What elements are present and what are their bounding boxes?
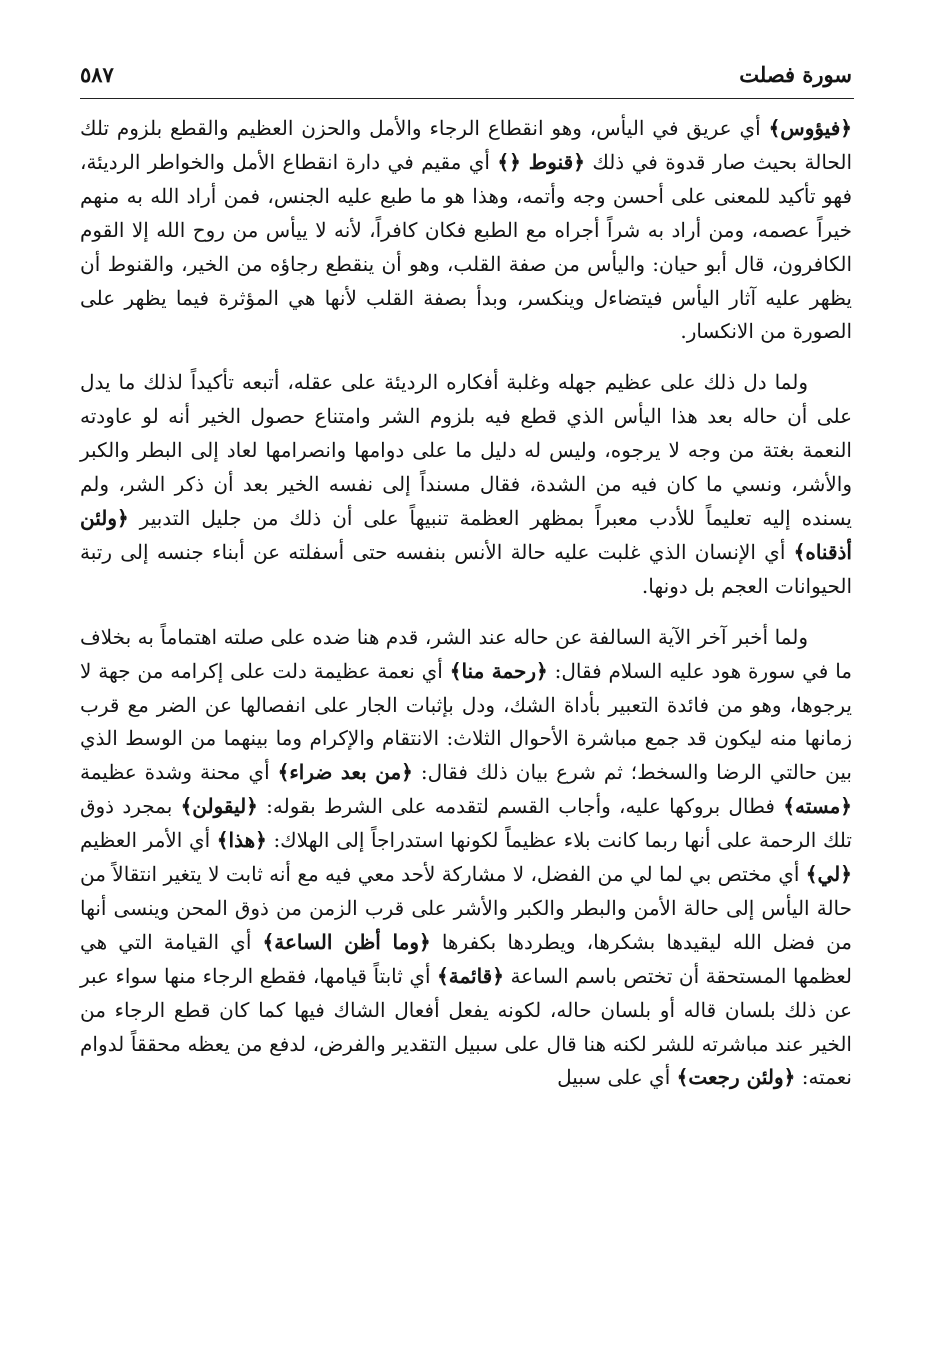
- quran-quote: ﴿لي﴾: [805, 862, 852, 887]
- commentary-text: أي مقيم في دارة انقطاع الأمل والخواطر الرديئة، فهو تأكيد للمعنى على أحسن وجه وأتمه، وهذا هو ما طبع عليه الجنس، فمن أراد الله به منهم خيراً عصمه، ومن أراد به شراً أجراه مع الطبع فكان كافراً، لأنه لا ييأس من روح الله إلا القوم الكافرون، قال أبو حيان: واليأس من صفة القلب، وهو أن ينقطع رجاؤه من الخير، والقنوط أن يظهر عليه آثار اليأس فيتضاءل وينكسر، وبدأ بصفة القلب لأنها هي المؤثرة فيما يظهر على الصورة من الانكسار.: [80, 149, 852, 344]
- quran-quote: ﴿قائمة﴾: [437, 963, 504, 988]
- commentary-text: أي نعمة عظيمة دلت على إكرامه من جهة لا يرجوها، وهو من فائدة التعبير بأداة الشك، ودل بإثبات الجار على انفصالها عن الضر مع قرب زمانها منه ليكون قد جمع مباشرة الأحوال الثلاث: الانتقام والإكرام وما بينهما من الوسط الذي بين حالتي الرضا والسخط؛ ثم شرع بيان ذلك فقال:: [80, 658, 852, 785]
- quran-quote: ﴿من بعد ضراء﴾: [277, 760, 413, 785]
- commentary-text: أي القيامة التي هي لعظمها المستحقة أن تختص باسم الساعة: [80, 929, 852, 988]
- quran-quote: ﴿وما أظن الساعة﴾: [262, 929, 431, 954]
- page-number: ٥٨٧: [80, 62, 114, 87]
- commentary-text: بمجرد ذوق تلك الرحمة على أنها ربما كانت بلاء عظيماً لكونها استدراجاً إلى الهلاك:: [80, 794, 852, 853]
- page-header: [80, 58, 852, 96]
- commentary-text: أي مختص بي لما لي من الفضل، لا مشاركة لأحد معي فيه مع أنه ثابت لا يتغير انتقالاً من حالة اليأس إلى حالة الأمن والبطر والكبر والأشر على قرب الزمن من ذوق المحن وينسى أنها من فضل الله ليقيدها بشكرها، ويطردها بكفرها: [80, 862, 853, 954]
- commentary-text: ولما دل ذلك على عظيم جهله وغلبة أفكاره الرديئة على عقله، أتبعه تأكيداً لذلك ما يدل على أن حاله بعد هذا اليأس الذي قطع فيه بلزوم الشر وامتناع حصول الخير أنه لو عاودته النعمة بغتة من وجه لا يرجوه، وليس له دليل ما على دوامها وانصرامها لعاد إلى البطر والكبر والأشر، ونسي ما كان فيه من الشدة، فقال مسنداً إلى نفسه الخير بعد أن ذكر الشر، ولم يسنده إليه تعليماً للأدب معبراً بمظهر العظمة تنبيهاً على أن ذلك من جليل التدبير: [80, 370, 852, 530]
- header-rule: [80, 98, 854, 99]
- quran-quote: ﴿ولئن أذقناه﴾: [80, 505, 852, 564]
- quran-quote: ﴿مسته﴾: [783, 794, 852, 819]
- commentary-text: أي ثابتاً قيامها، فقطع الرجاء منها سواء عبر عن ذلك بلسان قاله أو بلسان حاله، لكونه يفعل أفعال الشاك فيها كما كان قطع الرجاء من الخير عند مباشرته للشر لكنه هنا قال على سبيل التقدير والفرض، لدفع من يعظه محققاً لدوام نعمته:: [80, 963, 852, 1090]
- paragraph: [80, 366, 852, 603]
- quran-quote: ﴿رحمة منا﴾: [449, 658, 548, 683]
- body-text: [80, 112, 852, 1095]
- commentary-text: أي الأمر العظيم: [80, 828, 217, 853]
- quran-quote: ﴿قنوط ﴿﴾: [497, 149, 585, 174]
- commentary-text: فطال بروكها عليه، وأجاب القسم لتقدمه على الشرط بقوله:: [257, 794, 784, 819]
- surah-title: سورة فصلت: [739, 62, 852, 87]
- quran-quote: ﴿هذا﴾: [216, 828, 267, 853]
- quran-quote: ﴿ليقولن﴾: [180, 794, 258, 819]
- commentary-text: أي عريق في اليأس، وهو انقطاع الرجاء والأمل والحزن العظيم والقطع بلزوم تلك الحالة بحيث صار قدوة في ذلك: [80, 116, 852, 174]
- commentary-text: ولما أخبر آخر الآية السالفة عن حاله عند الشر، قدم هنا ضده على صلته اهتماماً به بخلاف ما في سورة هود عليه السلام فقال:: [80, 624, 852, 683]
- commentary-text: أي محنة وشدة عظيمة: [80, 760, 278, 785]
- commentary-text: أي على سبيل: [557, 1065, 677, 1090]
- paragraph: [80, 112, 852, 349]
- quran-quote: ﴿ولئن رجعت﴾: [676, 1065, 796, 1090]
- paragraph: [80, 621, 852, 1096]
- commentary-text: أي الإنسان الذي غلبت عليه حالة الأنس بنفسه حتى أسفلته عن أبناء جنسه إلى رتبة الحيوانات العجم بل دونها.: [80, 539, 852, 598]
- quran-quote: ﴿فيؤوس﴾: [768, 116, 852, 140]
